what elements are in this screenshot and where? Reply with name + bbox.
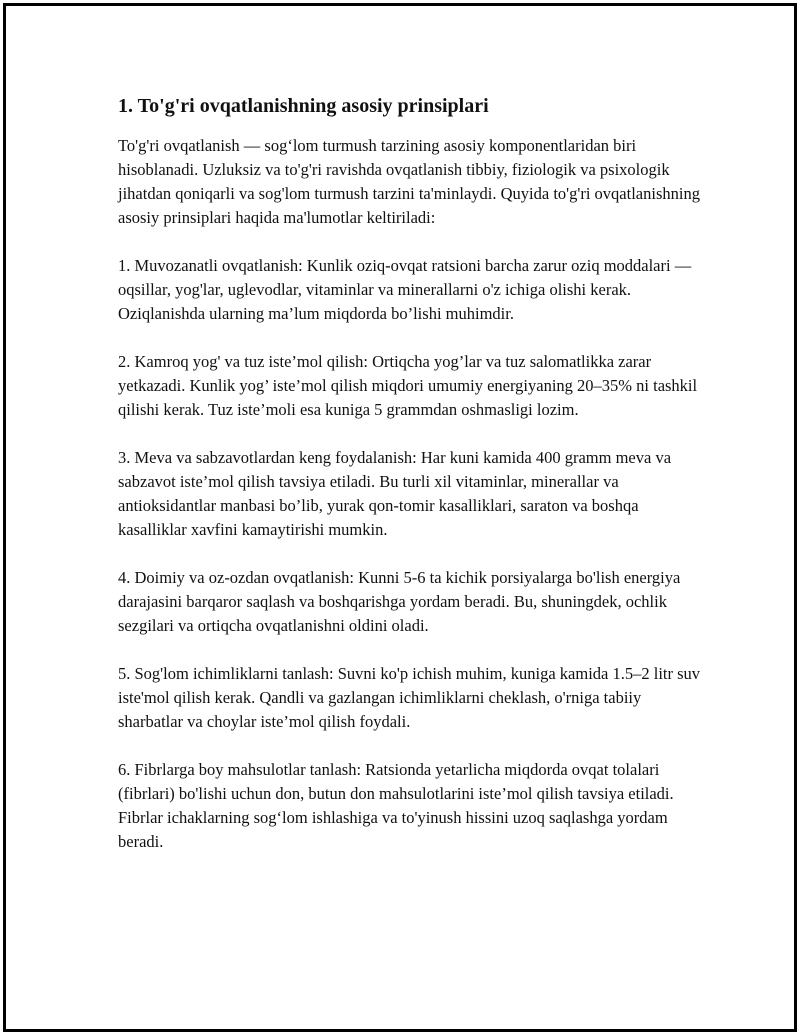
principle-paragraph-4: 4. Doimiy va oz-ozdan ovqatlanish: Kunni 5-6 ta kichik porsiyalarga bo'lish energiya darajasini barqaror saqlash va boshqarishga yordam beradi. Bu, shuningdek, ochlik sezgilari va ortiqcha ovqatlanishni oldini oladi. bbox=[118, 568, 681, 635]
principle-paragraph-5: 5. Sog'lom ichimliklarni tanlash: Suvni ko'p ichish muhim, kuniga kamida 1.5–2 litr suv iste'mol qilish kerak. Qandli va gazlangan ichimliklarni cheklash, o'rniga tabiiy sharbatlar va choylar iste’mol qilish foydali. bbox=[118, 664, 701, 731]
principle-paragraph-3: 3. Meva va sabzavotlardan keng foydalanish: Har kuni kamida 400 gramm meva va sabzavot iste’mol qilish tavsiya etiladi. Bu turli xil vitaminlar, minerallar va antioksidantlar manbasi bo’lib, yurak qon-tomir kasalliklari, saraton va boshqa kasalliklar xavfini kamaytirishi mumkin. bbox=[118, 448, 672, 539]
intro-paragraph: To'g'ri ovqatlanish — sog‘lom turmush tarzining asosiy komponentlaridan biri hisoblanadi. Uzluksiz va to'g'ri ravishda ovqatlanish tibbiy, fiziologik va psixologik jihatdan qoniqarli va sog'lom turmush tarzini ta'minlaydi. Quyida to'g'ri ovqatlanishning asosiy prinsiplari haqida ma'lumotlar keltiriladi: bbox=[118, 136, 700, 227]
principle-paragraph-2: 2. Kamroq yog' va tuz iste’mol qilish: Ortiqcha yog’lar va tuz salomatlikka zarar yetkazadi. Kunlik yog’ iste’mol qilish miqdori umumiy energiyaning 20–35% ni tashkil qilishi kerak. Tuz iste’moli esa kuniga 5 grammdan oshmasligi lozim. bbox=[118, 352, 698, 419]
document-title: 1. To'g'ri ovqatlanishning asosiy prinsiplari bbox=[118, 95, 489, 117]
principle-paragraph-6: 6. Fibrlarga boy mahsulotlar tanlash: Ratsionda yetarlicha miqdorda ovqat tolalari (fibrlari) bo'lishi uchun don, butun don mahsulotlarini iste’mol qilish tavsiya etiladi. Fibrlar ichaklarning sog‘lom ishlashiga va to'yinush hissini uzoq saqlashga yordam beradi. bbox=[118, 760, 674, 851]
principle-paragraph-1: 1. Muvozanatli ovqatlanish: Kunlik oziq-ovqat ratsioni barcha zarur oziq moddalari — oqsillar, yog'lar, uglevodlar, vitaminlar va minerallarni o'z ichiga olishi kerak. Oziqlanishda ularning ma’lum miqdorda bo’lishi muhimdir. bbox=[118, 256, 692, 323]
document-body bbox=[118, 92, 708, 878]
